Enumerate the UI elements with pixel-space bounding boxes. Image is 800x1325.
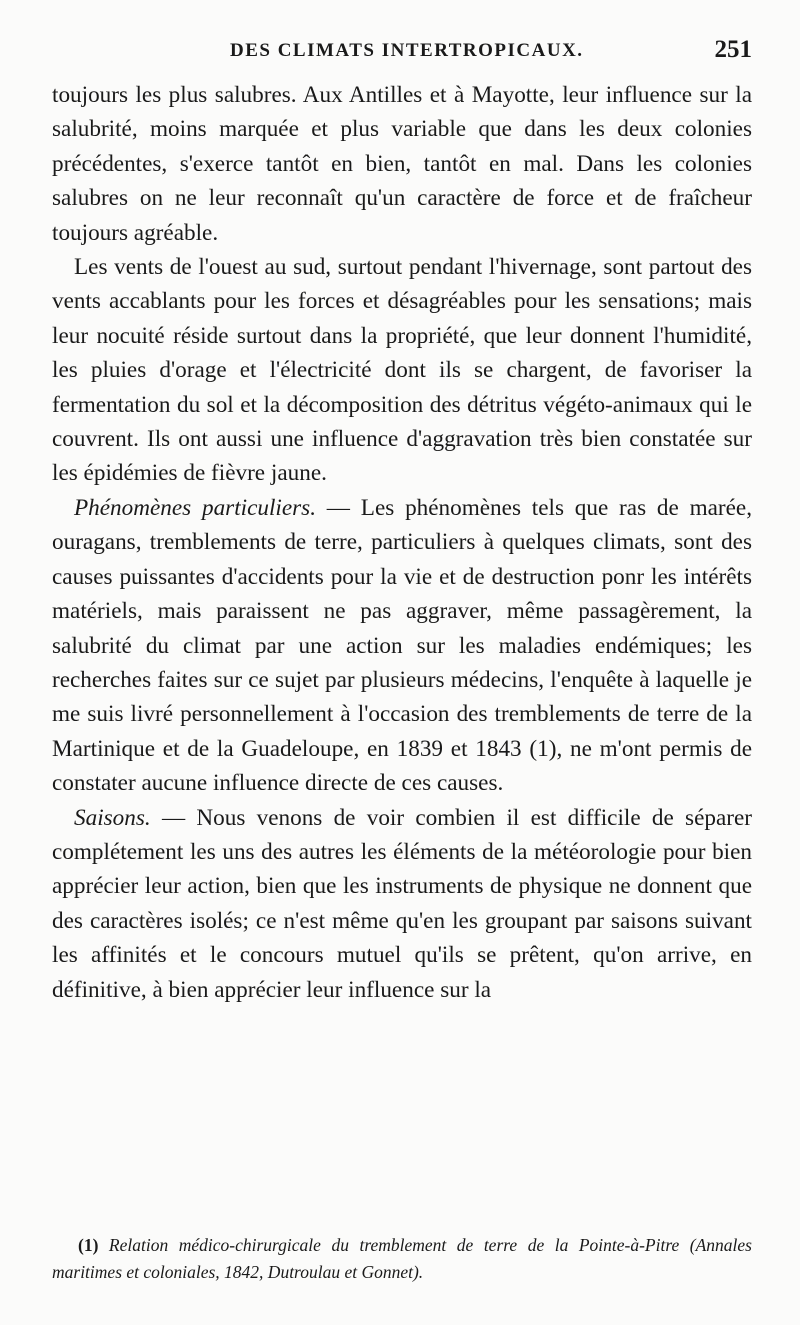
paragraph-continuation: [52, 78, 752, 250]
paragraph-saisons: [52, 801, 752, 1007]
paragraph-winds: [52, 250, 752, 491]
paragraph-text: — Les phénomènes tels que ras de marée, ouragans, tremblements de terre, particuliers à quelques climats, sont des causes puissantes d'accidents pour la vie et de destruction ponr les intérêts matériels, mais paraissent ne pas aggraver, même passagèrement, la salubrité du climat par une action sur les maladies endémiques; les recherches faites sur ce sujet par plusieurs médecins, l'enquête à laquelle je me suis livré personnellement à l'occasion des tremblements de terre de la Martinique et de la Guadeloupe, en 1839 et 1843 (1), ne m'ont permis de constater aucune influence directe de ces causes.: [52, 494, 753, 797]
paragraph-phenomenes: [52, 491, 752, 801]
footnote-mark: (1): [78, 1235, 99, 1255]
footnote-text: Relation médico-chirurgicale du tremblement de terre de la Pointe-à-Pitre (Annales maritimes et coloniales, 1842, Dutroulau et Gonnet).: [52, 1235, 752, 1282]
paragraph-text: toujours les plus salubres. Aux Antilles et à Mayotte, leur influence sur la salubrité, moins marquée et plus variable que dans les deux colonies précédentes, s'exerce tantôt en bien, tantôt en mal. Dans les colonies salubres on ne leur reconnaît qu'un caractère de force et de fraîcheur toujours agréable.: [52, 82, 752, 246]
section-heading-saisons: Saisons.: [74, 804, 151, 831]
body-text: [52, 78, 752, 1007]
section-heading-phenomenes: Phénomènes particuliers.: [74, 494, 316, 521]
paragraph-text: Les vents de l'ouest au sud, surtout pendant l'hivernage, sont partout des vents accablants pour les forces et désagréables pour les sensations; mais leur nocuité réside surtout dans la propriété, que leur donnent l'humidité, les pluies d'orage et l'électricité dont ils se chargent, de favoriser la fermentation du sol et la décomposition des détritus végéto-animaux qui le couvrent. Ils ont aussi une influence d'aggravation très bien constatée sur les épidémies de fièvre jaune.: [52, 254, 752, 487]
page-number: 251: [714, 36, 752, 63]
paragraph-text: — Nous venons de voir combien il est difficile de séparer complétement les uns des autres les éléments de la météorologie pour bien apprécier leur action, bien que les instruments de physique ne donnent que des caractères isolés; ce n'est même qu'en les groupant par saisons suivant les affinités et le concours mutuel qu'ils se prêtent, qu'on arrive, en définitive, à bien apprécier leur influence sur la: [52, 804, 752, 1003]
running-head: [52, 36, 752, 72]
running-head-title: DES CLIMATS INTERTROPICAUX.: [230, 40, 584, 61]
footnote: [52, 1232, 752, 1286]
